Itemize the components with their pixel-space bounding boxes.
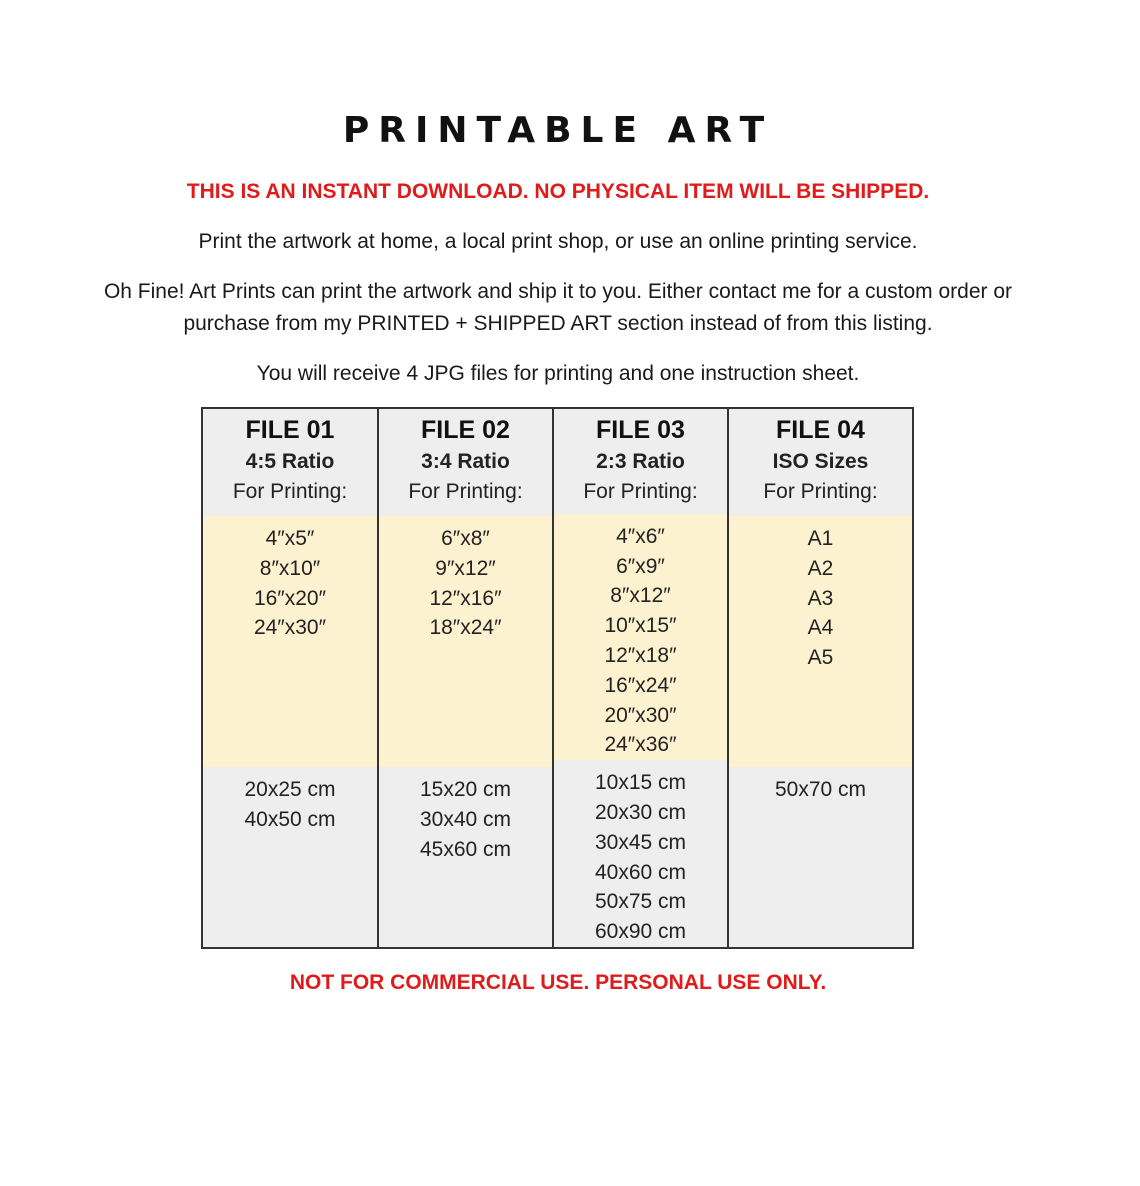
custom-order-line-2: purchase from my PRINTED + SHIPPED ART section instead of from this listing. [183, 312, 933, 335]
cm-size-value: 30x40 cm [419, 807, 512, 831]
file-ratio: 4:5 Ratio [245, 450, 335, 473]
cm-size-value: 20x25 cm [244, 778, 336, 801]
inch-size-value: A4 [807, 616, 834, 640]
file-column-header [379, 409, 552, 516]
inch-size-value: 8″x12″ [610, 584, 671, 608]
file-ratio: 2:3 Ratio [596, 450, 685, 473]
file-column [377, 409, 552, 947]
cm-size-value: 45x60 cm [419, 837, 512, 861]
inch-size-value: 6″x8″ [441, 527, 490, 550]
cm-size-value: 50x75 cm [594, 890, 687, 914]
inch-size-value: A2 [807, 556, 834, 580]
for-printing-label: For Printing: [232, 480, 348, 503]
inch-size-value: 9″x12″ [435, 556, 496, 580]
inch-size-value: 20″x30″ [604, 703, 677, 727]
file-column [552, 409, 727, 947]
inch-size-value: 10″x15″ [604, 614, 677, 638]
cm-size-value: 50x70 cm [774, 778, 867, 801]
inch-size-value: 24″x36″ [604, 733, 677, 757]
inch-size-value: 4″x6″ [616, 524, 665, 548]
file-name: FILE 01 [245, 416, 335, 444]
cm-size-value: 40x60 cm [594, 860, 687, 884]
cm-sizes-cell [729, 767, 912, 947]
cm-sizes-cell [203, 767, 377, 947]
print-sizes-table [201, 407, 914, 949]
page-title: PRINTABLE ART [342, 110, 774, 151]
inch-size-value: A1 [807, 527, 834, 550]
for-printing-label: For Printing: [763, 480, 878, 503]
file-name: FILE 04 [776, 416, 865, 444]
files-included-text: You will receive 4 JPG files for printing and one instruction sheet. [256, 362, 860, 385]
custom-order-text [0, 276, 1116, 340]
cm-size-value: 30x45 cm [594, 830, 687, 854]
inch-size-value: 24″x30″ [253, 616, 327, 640]
cm-sizes-cell [379, 767, 552, 947]
inch-sizes-cell [554, 514, 727, 760]
for-printing-label: For Printing: [583, 480, 698, 503]
inch-size-value: 18″x24″ [429, 616, 502, 640]
file-name: FILE 03 [596, 416, 685, 444]
file-ratio: 3:4 Ratio [421, 450, 510, 473]
inch-size-value: A5 [807, 646, 834, 670]
inch-size-value: 12″x18″ [604, 644, 677, 668]
cm-sizes-cell [554, 760, 727, 947]
inch-size-value: A3 [807, 586, 834, 610]
file-column-header [729, 409, 912, 516]
file-column-header [203, 409, 377, 516]
inch-size-value: 6″x9″ [616, 554, 665, 578]
download-notice: THIS IS AN INSTANT DOWNLOAD. NO PHYSICAL ITEM WILL BE SHIPPED. [186, 180, 930, 203]
print-options-text: Print the artwork at home, a local print shop, or use an online printing service. [198, 230, 918, 253]
cm-size-value: 60x90 cm [594, 920, 687, 944]
inch-sizes-cell [203, 516, 377, 767]
inch-sizes-cell [379, 516, 552, 767]
cm-size-value: 10x15 cm [594, 771, 687, 795]
for-printing-label: For Printing: [408, 480, 523, 503]
inch-size-value: 12″x16″ [429, 586, 502, 610]
file-column [203, 409, 377, 947]
cm-size-value: 20x30 cm [594, 801, 687, 825]
inch-size-value: 16″x20″ [253, 586, 327, 610]
file-name: FILE 02 [421, 416, 510, 444]
inch-sizes-cell [729, 516, 912, 767]
cm-size-value: 40x50 cm [244, 807, 336, 831]
inch-size-value: 16″x24″ [604, 673, 677, 697]
usage-notice: NOT FOR COMMERCIAL USE. PERSONAL USE ONLY. [289, 971, 827, 994]
cm-size-value: 15x20 cm [419, 778, 512, 801]
custom-order-line-1: Oh Fine! Art Prints can print the artwork and ship it to you. Either contact me for a custom order or [103, 280, 1013, 303]
file-ratio: ISO Sizes [772, 450, 869, 473]
file-column-header [554, 409, 727, 514]
file-column [727, 409, 912, 947]
inch-size-value: 8″x10″ [259, 556, 321, 580]
inch-size-value: 4″x5″ [265, 527, 315, 550]
